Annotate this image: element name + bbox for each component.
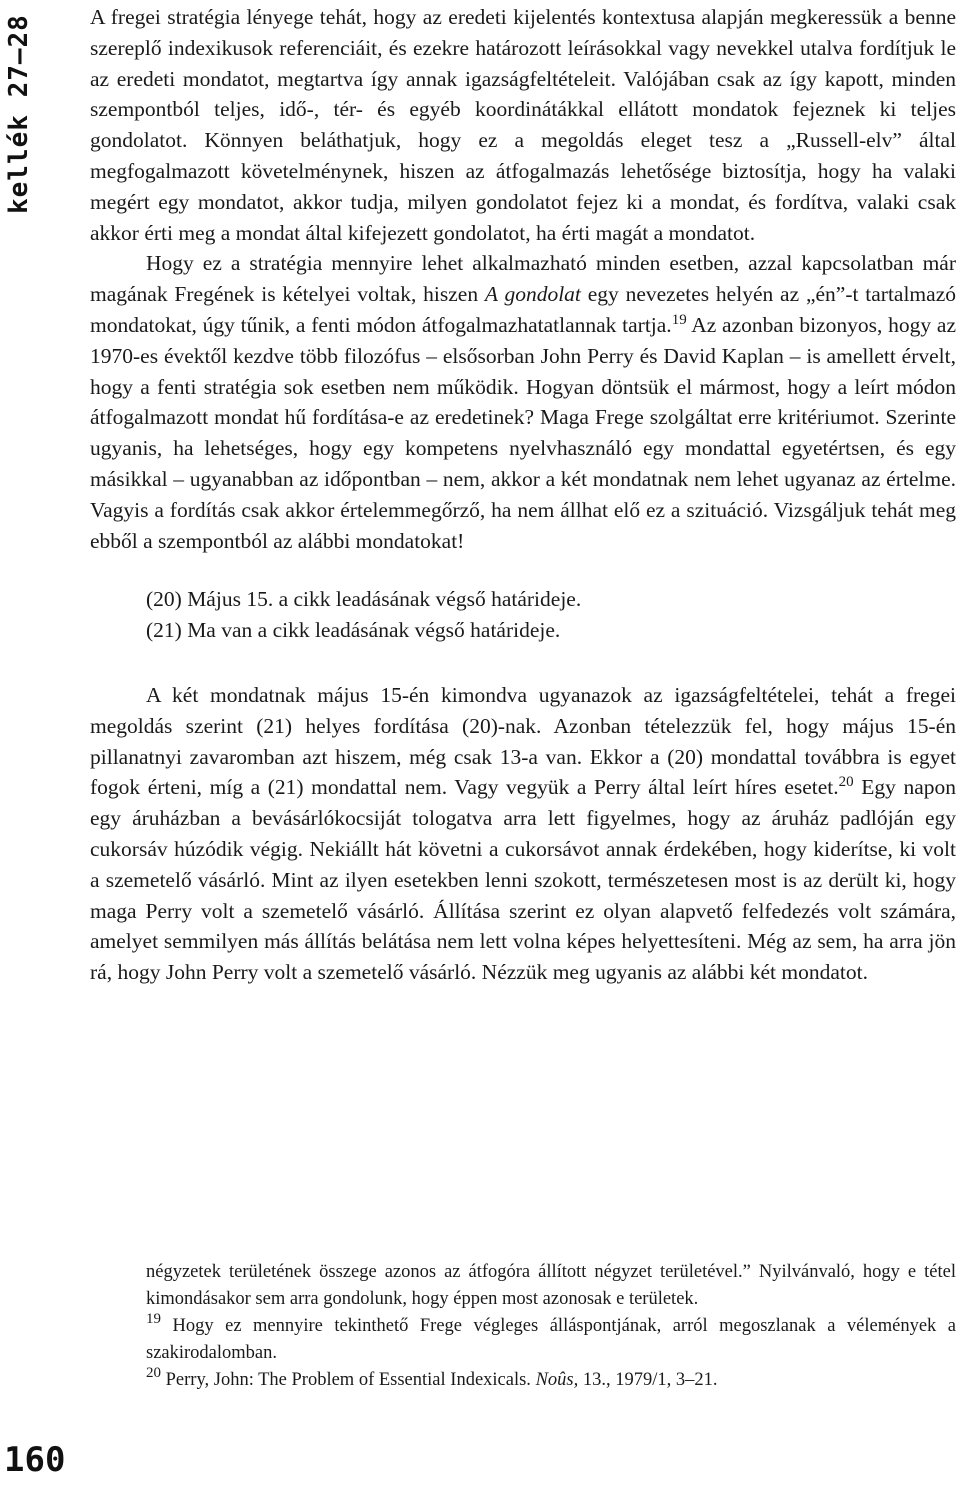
- footnote-continuation: négyzetek területének összege azonos az átfogóra állított négyzet területével.” Nyilvánvaló, hogy e tétel kimondásakor sem arra gondolunk, hogy éppen most azonosak e területek.: [146, 1262, 956, 1309]
- footnote-ref-20[interactable]: 20: [838, 774, 854, 791]
- example-sentences: [146, 584, 956, 646]
- paragraph-2: Hogy ez a stratégia mennyire lehet alkalmazható minden esetben, azzal kapcsolatban már magának Fregének is kételyei voltak, hiszen A gondolat egy nevezetes helyén az „én”-t tartalmazó mondatokat, úgy tűnik, a fenti módon átfogalmazhatatlannak tartja.$^{19}$ Az azonban bizonyos, hogy az 1970-es évektől kezdve több filozófus – elsősorban John Perry és David Kaplan – is amellett érvelt, hogy a fenti stratégia sok esetben nem működik. Hogyan döntsük el mármost, hogy a leírt módon átfogalmazott mondat hű fordítása-e az eredetinek? Maga Frege szolgáltat erre kritériumot. Szerinte ugyanis, ha lehetséges, hogy egy kompetens nyelvhasználó egy mondattal egyetértsen, és egy másikkal – ugyanabban az időpontban – nem, akkor a két mondatnak nem lehet ugyanaz az értelme. Vagyis a fordítás csak akkor értelemmegőrző, ha nem állhat elő ez a szituáció. Vizsgáljuk tehát meg ebből a szempontból az alábbi mondatokat!: [90, 251, 956, 553]
- main-text: [90, 2, 956, 988]
- paragraph-3: A két mondatnak május 15-én kimondva ugyanazok az igazságfeltételei, tehát a fregei megoldás szerint (21) helyes fordítása (20)-nak. Azonban tételezzük fel, hogy május 15-én pillanatnyi zavaromban azt hiszem, még csak 13-a van. Ekkor a (20) mondattal továbbra is egyet fogok érteni, míg a (21) mondattal nem. Vagy vegyük a Perry által leírt híres esetet.$^{20}$ Egy napon egy áruházban a bevásárlókocsiját tologatva arra lett figyelmes, hogy az áruház padlóján egy cukorsáv húzódik végig. Nekiállt hát követni a cukorsávot annak érdekében, hogy kiderítse, ki volt a szemetelő vásárló. Mint az ilyen esetekben lenni szokott, természetesen most is az derült ki, hogy maga Perry volt a szemetelő vásárló. Állítása szerint ez olyan alapvető felfedezés volt számára, amelyet semmilyen más állítás belátása nem lett volna képes helyettesíteni. Még az sem, ha arra jön rá, hogy John Perry volt a szemetelő vásárló. Nézzük meg ugyanis az alábbi két mondatot.: [90, 682, 956, 985]
- journal-title: Noûs,: [535, 1370, 579, 1390]
- paragraph-1: A fregei stratégia lényege tehát, hogy az eredeti kijelentés kontextusa alapján megkeressük a benne szereplő indexikusok referenciáit, és ezekre határozott leírásokkal vagy nevekkel utalva fordítjuk le az eredeti mondatot, megtartva így annak igazságfeltételeit. Valójában csak az így kapott, minden szempontból teljes, idő-, tér- és egyéb koordinátákkal ellátott mondatok fejeznek ki teljes gondolatot. Könnyen beláthatjuk, hogy ez a megoldás eleget tesz a „Russell-elv” által megfogalmazott követelménynek, hiszen az átfogalmazás lehetősége biztosítja, hogy ha valaki megért egy mondatot, akkor tudja, milyen gondolatot fejez ki a mondat, és fordítva, valaki csak akkor érti meg a mondat által kifejezett gondolatot, ha érti magát a mondatot.: [90, 5, 956, 245]
- running-title: kellék 27–28: [4, 14, 34, 214]
- footnote-ref-19[interactable]: 19: [671, 311, 687, 328]
- page-number: 160: [4, 1440, 66, 1480]
- example-21: (21) Ma van a cikk leadásának végső határideje.: [146, 618, 561, 643]
- work-title: A gondolat: [484, 282, 581, 307]
- footnote-20: $^{20}$ Perry, John: The Problem of Essential Indexicals. Noûs, 13., 1979/1, 3–21.: [146, 1365, 718, 1390]
- footnotes: [146, 1259, 956, 1394]
- footnote-19: $^{19}$ Hogy ez mennyire tekinthető Frege végleges álláspontjának, arról megoszlanak a vélemények a szakirodalomban.: [146, 1311, 956, 1363]
- example-20: (20) Május 15. a cikk leadásának végső határideje.: [146, 587, 582, 612]
